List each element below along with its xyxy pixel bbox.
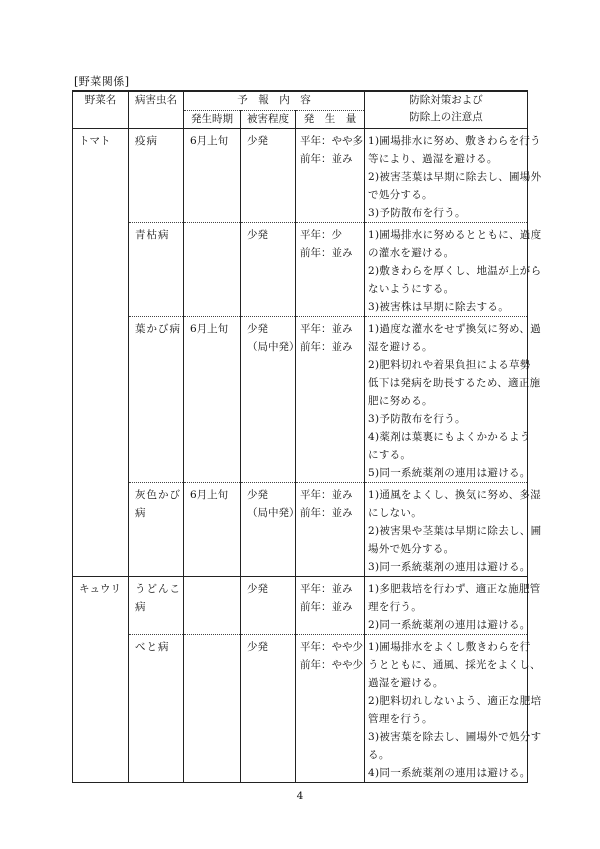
amount-cell-line: 前年：並み	[300, 601, 353, 613]
measures-cell	[365, 223, 542, 317]
damage-cell-line: 少発	[247, 641, 268, 653]
amount-cell	[296, 635, 365, 783]
time-cell	[184, 317, 241, 483]
measures-cell-line: 肥に努める。	[368, 395, 433, 407]
damage-cell-line: 少発	[247, 135, 268, 147]
measures-cell-line: うとともに、通風、採光をよくし、	[368, 659, 541, 671]
table-row	[73, 129, 528, 223]
amount-cell-line: 前年：並み	[300, 247, 353, 259]
amount-cell-line: 平年：やや多	[300, 135, 363, 147]
amount-cell-line: 平年：並み	[300, 323, 353, 335]
measures-cell-line: 管理を行う。	[368, 713, 433, 725]
header-time: 発生時期	[184, 111, 241, 129]
amount-cell	[296, 223, 365, 317]
header-damage: 被害程度	[241, 111, 296, 129]
pest-cell	[129, 635, 184, 783]
table-row	[73, 635, 528, 783]
time-cell	[184, 483, 241, 577]
pest-cell	[129, 577, 184, 635]
header-measures	[365, 91, 528, 129]
measures-cell-line: にする。	[368, 449, 412, 461]
pest-cell-line: 青枯病	[135, 229, 170, 241]
table-body	[73, 129, 542, 783]
measures-cell-line: の灌水を避ける。	[368, 247, 455, 259]
pest-cell-line: 葉かび病	[135, 323, 181, 335]
pest-cell	[129, 317, 184, 483]
time-cell	[184, 129, 241, 223]
amount-cell-line: 前年：並み	[300, 341, 353, 353]
measures-cell-line: 湿を避ける。	[368, 341, 433, 353]
damage-cell-line: 少発	[247, 583, 268, 595]
measures-cell-line: 3)予防散布を行う。	[368, 207, 466, 219]
amount-cell-line: 平年：並み	[300, 489, 353, 501]
damage-cell-line: 少発	[247, 489, 268, 501]
measures-cell-line: 等により、過湿を避ける。	[368, 153, 498, 165]
crop-cell	[73, 635, 129, 783]
pest-cell-line: 病	[135, 601, 147, 613]
page-number: 4	[296, 790, 304, 802]
crop-cell	[73, 483, 129, 577]
measures-cell-line: 2)肥料切れや着果負担による草勢	[368, 359, 531, 371]
measures-cell-line: 場外で処分する。	[368, 543, 455, 555]
amount-cell	[296, 317, 365, 483]
section-title: [野菜関係]	[74, 75, 130, 88]
measures-cell-line: 1)圃場排水をよくし敷きわらを行	[368, 641, 531, 653]
table-row	[73, 577, 528, 635]
pest-cell-line: 灰色かび	[135, 489, 181, 501]
crop-cell	[73, 577, 129, 635]
header-amount: 発 生 量	[296, 111, 365, 129]
amount-cell-line: 前年：並み	[300, 153, 353, 165]
crop-cell-text	[73, 638, 128, 656]
crop-cell-text	[73, 486, 128, 504]
amount-cell-line: 平年：少	[300, 229, 342, 241]
measures-cell-line: 2)被害茎葉は早期に除去し、圃場外	[368, 171, 542, 183]
forecast-table	[72, 90, 542, 783]
damage-cell-line: 少発	[247, 323, 268, 335]
time-cell-text: 6月上旬	[190, 323, 229, 335]
measures-cell	[365, 483, 542, 577]
damage-cell-line: （局中発）	[247, 341, 300, 353]
crop-cell-text	[73, 320, 128, 338]
measures-cell-line: 2)肥料切れしないよう、適正な肥培	[368, 695, 542, 707]
measures-cell-line: 3)被害株は早期に除去する。	[368, 301, 509, 313]
crop-cell	[73, 223, 129, 317]
measures-cell-line: る。	[368, 749, 390, 761]
amount-cell	[296, 129, 365, 223]
measures-cell-line: 4)同一系統薬剤の連用は避ける。	[368, 767, 531, 779]
time-cell-text: 6月上旬	[190, 489, 229, 501]
header-measures-line-1: 防除対策および	[409, 94, 483, 106]
time-cell-text: 6月上旬	[190, 135, 229, 147]
damage-cell	[241, 223, 296, 317]
crop-cell-text: キュウリ	[79, 583, 121, 595]
time-cell	[184, 635, 241, 783]
measures-cell-line: ないようにする。	[368, 283, 455, 295]
table-row	[73, 483, 528, 577]
table-row	[73, 223, 528, 317]
amount-cell	[296, 483, 365, 577]
header-pest: 病害虫名	[129, 91, 184, 129]
damage-cell-line: 少発	[247, 229, 268, 241]
measures-cell-line: 2)敷きわらを厚くし、地温が上がら	[368, 265, 542, 277]
measures-cell-line: 5)同一系統薬剤の連用は避ける。	[368, 467, 531, 479]
crop-cell-text	[73, 226, 128, 244]
header-measures-line-2: 防除上の注意点	[409, 111, 483, 123]
measures-cell-line: 低下は発病を助長するため、適正施	[368, 377, 541, 389]
measures-cell	[365, 129, 542, 223]
measures-cell-line: 3)同一系統薬剤の連用は避ける。	[368, 561, 531, 573]
crop-cell	[73, 317, 129, 483]
pest-cell-line: うどんこ	[135, 583, 181, 595]
measures-cell-line: にしない。	[368, 507, 423, 519]
measures-cell-line: 1)圃場排水に努めるとともに、過度	[368, 229, 542, 241]
time-cell-text	[184, 580, 240, 598]
measures-cell-line: 1)過度な灌水をせず換気に努め、過	[368, 323, 541, 335]
measures-cell-line: 3)予防散布を行う。	[368, 413, 466, 425]
header-forecast: 予 報 内 容	[184, 91, 365, 111]
damage-cell	[241, 317, 300, 483]
amount-cell-line: 平年：やや少	[300, 641, 363, 653]
header-crop: 野菜名	[73, 91, 129, 129]
measures-cell-line: 理を行う。	[368, 601, 423, 613]
pest-cell-line: べと病	[135, 641, 170, 653]
time-cell	[184, 223, 241, 317]
table-row	[73, 317, 528, 483]
time-cell-text	[184, 226, 240, 244]
time-cell-text	[184, 638, 240, 656]
measures-cell-line: 4)薬剤は葉裏にもよくかかるよう	[368, 431, 531, 443]
measures-cell-line: 過湿を避ける。	[368, 677, 444, 689]
crop-cell-text: トマト	[79, 135, 111, 147]
measures-cell-line: 1)多肥栽培を行わず、適正な施肥管	[368, 583, 541, 595]
measures-cell-line: 3)被害葉を除去し、圃場外で処分す	[368, 731, 542, 743]
measures-cell-line: 1)圃場排水に努め、敷きわらを行う	[368, 135, 541, 147]
damage-cell-line: （局中発）	[247, 507, 300, 519]
measures-cell-line: 2)同一系統薬剤の連用は避ける。	[368, 619, 531, 631]
measures-cell-line: 1)通風をよくし、換気に努め、多湿	[368, 489, 541, 501]
pest-cell	[129, 223, 184, 317]
measures-cell	[365, 635, 542, 783]
damage-cell	[241, 483, 300, 577]
measures-cell-line: で処分する。	[368, 189, 433, 201]
measures-cell-line: 2)被害果や茎葉は早期に除去し、圃	[368, 525, 542, 537]
damage-cell	[241, 577, 296, 635]
amount-cell	[296, 577, 365, 635]
pest-cell	[129, 129, 184, 223]
amount-cell-line: 前年：並み	[300, 507, 353, 519]
damage-cell	[241, 129, 296, 223]
pest-cell	[129, 483, 184, 577]
measures-cell	[365, 317, 541, 483]
amount-cell-line: 前年：やや少	[300, 659, 363, 671]
crop-cell	[73, 129, 129, 223]
measures-cell	[365, 577, 541, 635]
pest-cell-line: 疫病	[135, 135, 158, 147]
time-cell	[184, 577, 241, 635]
pest-cell-line: 病	[135, 507, 147, 519]
amount-cell-line: 平年：並み	[300, 583, 353, 595]
damage-cell	[241, 635, 296, 783]
